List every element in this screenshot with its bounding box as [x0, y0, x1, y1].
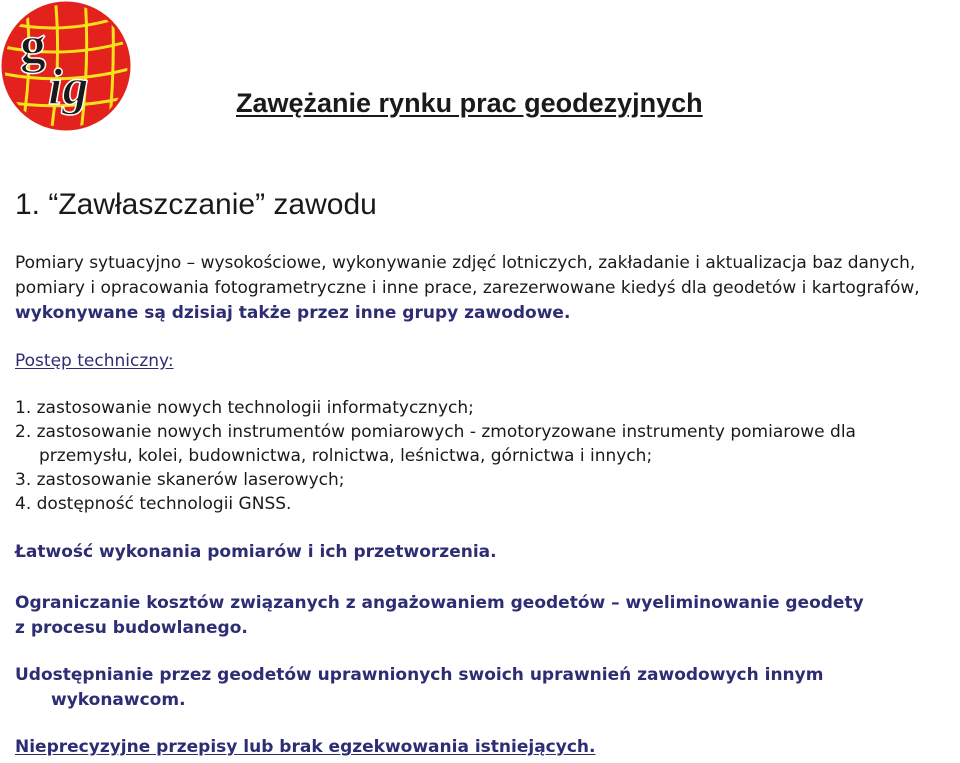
progress-list — [15, 396, 960, 516]
intro-paragraph — [15, 251, 950, 326]
progress-label: Postęp techniczny: — [15, 351, 174, 371]
rules-statement: Nieprecyzyjne przepisy lub brak egzekwowania istniejących. — [15, 737, 596, 757]
sharing-statement — [15, 663, 950, 713]
page-title: Zawężanie rynku prac geodezyjnych — [236, 88, 703, 118]
list-item-text: 3. zastosowanie skanerów laserowych; — [15, 470, 345, 490]
logo-letters-bottom: ig — [48, 59, 89, 116]
list-item — [15, 396, 960, 420]
list-item — [15, 468, 960, 492]
intro-plain-text: Pomiary sytuacyjno – wysokościowe, wykonywanie zdjęć lotniczych, zakładanie i aktualizacja baz danych, pomiary i opracowania fotogrametryczne i inne prace, zarezerwowane kiedyś dla geodetów i kartografów, — [15, 253, 920, 298]
sharing-line-2: wykonawcom. — [51, 690, 186, 710]
costs-statement — [15, 591, 950, 641]
intro-bold-text: wykonywane są dzisiaj także przez inne grupy zawodowe. — [15, 303, 571, 323]
logo-letter-top: g — [20, 17, 46, 74]
sharing-line-1: Udostępnianie przez geodetów uprawnionych swoich uprawnień zawodowych innym — [15, 665, 824, 685]
list-item-text: 1. zastosowanie nowych technologii informatycznych; — [15, 398, 474, 418]
ease-statement: Łatwość wykonania pomiarów i ich przetworzenia. — [15, 542, 497, 562]
gig-logo — [0, 0, 132, 132]
list-item-text: 2. zastosowanie nowych instrumentów pomiarowych - zmotoryzowane instrumenty pomiarowe dla — [15, 422, 856, 442]
list-item-text: 4. dostępność technologii GNSS. — [15, 494, 292, 514]
list-item — [15, 492, 960, 516]
costs-line-1: Ograniczanie kosztów związanych z angażowaniem geodetów – wyeliminowanie geodety — [15, 593, 864, 613]
costs-line-2: z procesu budowlanego. — [15, 618, 248, 638]
section-heading: 1. “Zawłaszczanie” zawodu — [15, 188, 377, 221]
list-item — [15, 420, 960, 468]
list-item-continuation: przemysłu, kolei, budownictwa, rolnictwa, leśnictwa, górnictwa i innych; — [39, 446, 653, 466]
